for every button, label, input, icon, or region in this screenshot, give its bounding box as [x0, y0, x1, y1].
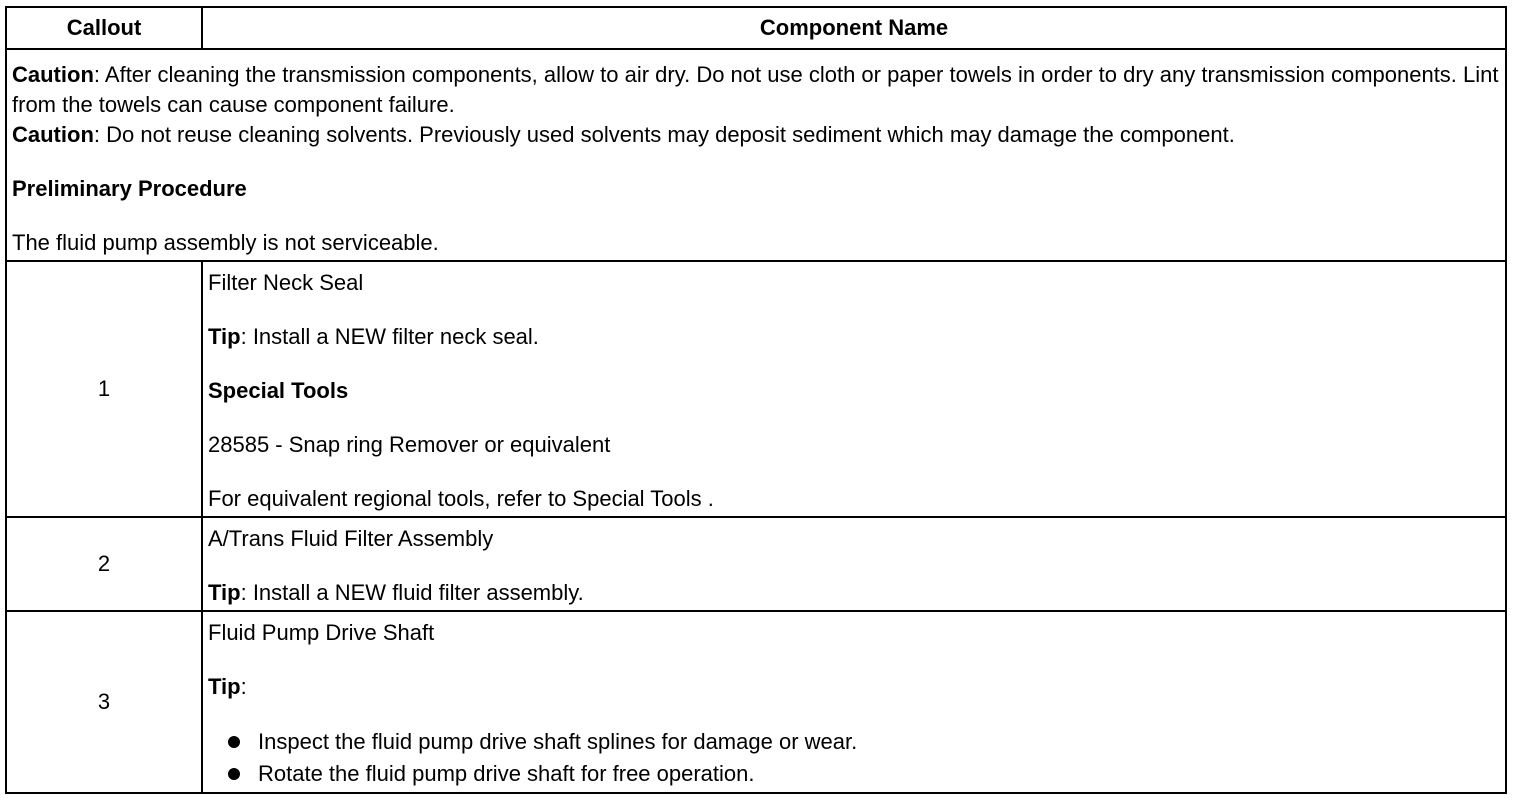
tip-text: : — [240, 674, 247, 699]
tip-text: : Install a NEW filter neck seal. — [240, 324, 539, 349]
caution-note — [12, 60, 1500, 120]
component-column-header: Component Name — [202, 7, 1506, 49]
component-cell — [202, 261, 1506, 517]
caution-label: Caution — [12, 62, 94, 87]
regional-tools-note: For equivalent regional tools, refer to Special Tools . — [208, 486, 714, 511]
component-name: A/Trans Fluid Filter Assembly — [208, 526, 494, 551]
list-item — [228, 726, 1500, 758]
header-row — [6, 7, 1506, 49]
tip-note — [208, 672, 1500, 702]
caution-note — [12, 120, 1500, 150]
tip-label: Tip — [208, 324, 241, 349]
intro-cell — [6, 49, 1506, 261]
intro-row — [6, 49, 1506, 261]
special-tools-heading: Special Tools — [208, 378, 349, 403]
component-name: Fluid Pump Drive Shaft — [208, 620, 435, 645]
bullet-icon — [228, 768, 240, 780]
tip-text: : Install a NEW fluid filter assembly. — [240, 580, 584, 605]
tip-note — [208, 322, 1500, 352]
table-row — [6, 517, 1506, 611]
tip-label: Tip — [208, 580, 241, 605]
inspection-bullet-list — [208, 726, 1500, 790]
caution-text: : After cleaning the transmission components, allow to air dry. Do not use cloth or paper towels in order to dry any transmission components. Lint from the towels can cause component failure. — [12, 62, 1499, 117]
list-item — [228, 758, 1500, 790]
callout-column-header: Callout — [6, 7, 202, 49]
special-tool-item: 28585 - Snap ring Remover or equivalent — [208, 432, 611, 457]
component-name: Filter Neck Seal — [208, 270, 364, 295]
bullet-text: Inspect the fluid pump drive shaft splines for damage or wear. — [258, 729, 858, 754]
preliminary-heading: Preliminary Procedure — [12, 176, 247, 201]
tip-label: Tip — [208, 674, 241, 699]
callout-number: 1 — [6, 261, 202, 517]
caution-label: Caution — [12, 122, 94, 147]
table-row — [6, 261, 1506, 517]
bullet-icon — [228, 736, 240, 748]
bullet-text: Rotate the fluid pump drive shaft for free operation. — [258, 761, 755, 786]
tip-note — [208, 578, 1500, 608]
component-cell — [202, 517, 1506, 611]
table-row — [6, 611, 1506, 793]
preliminary-text: The fluid pump assembly is not serviceable. — [12, 230, 439, 255]
caution-text: : Do not reuse cleaning solvents. Previously used solvents may deposit sediment which may damage the component. — [93, 122, 1235, 147]
callout-number: 2 — [6, 517, 202, 611]
procedure-table — [5, 6, 1507, 794]
component-cell — [202, 611, 1506, 793]
callout-number: 3 — [6, 611, 202, 793]
